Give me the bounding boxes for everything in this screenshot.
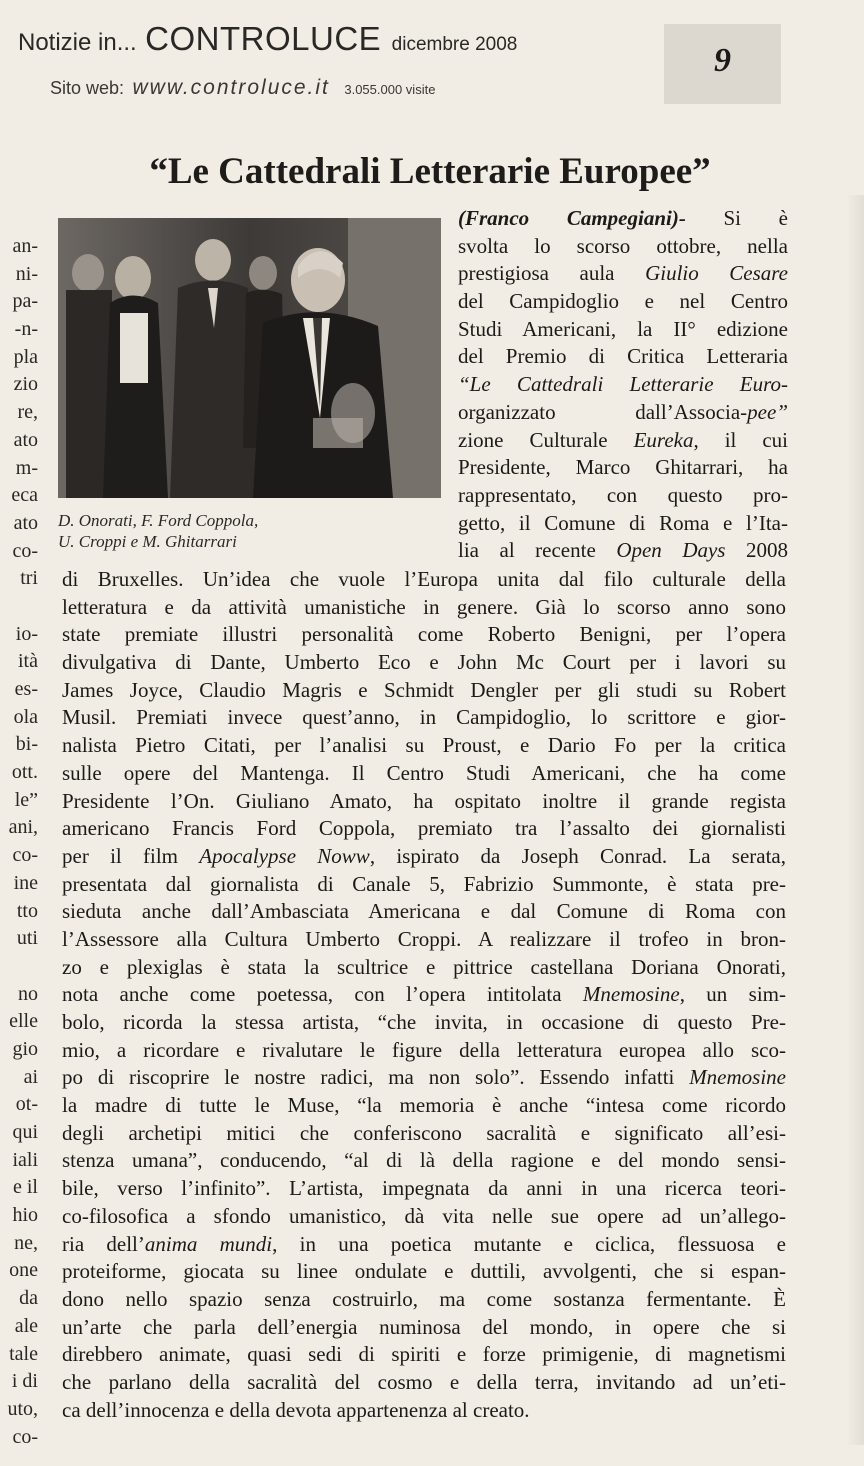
text-segment: mio, a ricordare e rivalutare le figure della letteratura europea allo sco- xyxy=(62,1037,786,1062)
fragment-line: hio xyxy=(12,1204,38,1227)
fragment-line: ine xyxy=(13,871,38,894)
text-line xyxy=(62,1147,786,1175)
site-label: Sito web: xyxy=(50,78,125,98)
text-line xyxy=(62,1286,786,1314)
text-line xyxy=(62,621,786,649)
fragment-line: tale xyxy=(9,1342,38,1365)
fragment-line: no xyxy=(18,982,38,1005)
fragment-line: io- xyxy=(15,622,38,645)
fragment-line: qui xyxy=(12,1121,38,1143)
italic-text: pee” xyxy=(747,399,788,424)
text-segment: di Bruxelles. Un’idea che vuole l’Europa unita dal filo culturale della xyxy=(62,567,786,591)
fragment-line: ola xyxy=(13,705,38,728)
text-segment: prestigiosa aula xyxy=(458,261,646,286)
fragment-line: pla xyxy=(13,345,38,368)
page-edge-shadow xyxy=(846,195,864,1445)
text-line xyxy=(62,1314,786,1342)
italic-text: Mnemosine xyxy=(689,1065,786,1090)
bleed-through-text xyxy=(670,130,860,146)
fragment-line: es- xyxy=(14,678,38,700)
text-line xyxy=(458,427,788,455)
fragment-line: ani, xyxy=(8,816,38,839)
fragment-line xyxy=(0,953,38,981)
text-segment: presentata dal giornalista di Canale 5, Fabrizio Summonte, è stata pre- xyxy=(62,871,786,896)
text-segment: Presidente l’On. Giuliano Amato, ha ospitato inoltre il grande regista xyxy=(62,788,786,813)
fragment-line: da xyxy=(19,1287,38,1310)
fragment-line: ità xyxy=(18,650,38,673)
text-line xyxy=(458,260,788,288)
fragment-line: le” xyxy=(14,788,38,811)
text-segment: po di riscoprire le nostre radici, ma non solo”. Essendo infatti xyxy=(62,1065,690,1090)
fragment-line: tri xyxy=(20,567,38,590)
fragment-line: co- xyxy=(12,539,38,562)
page-number: 9 xyxy=(714,42,731,79)
fragment-line: co- xyxy=(12,844,38,867)
text-line xyxy=(62,926,786,954)
text-segment: dono nello spazio senza costruirlo, ma come sostanza fermentante. È xyxy=(62,1286,786,1311)
text-line xyxy=(458,205,788,233)
text-segment: sieduta anche dall’Ambasciata Americana e dal Comune di Roma con xyxy=(62,899,786,924)
article-title: “Le Cattedrali Letterarie Europee” xyxy=(149,151,711,192)
text-segment: zo e plexiglas è stata la scultrice e pittrice castellana Doriana Onorati, xyxy=(62,954,786,979)
text-line xyxy=(62,1092,786,1120)
text-segment: getto, il Comune di Roma e l’Ita- xyxy=(458,510,788,535)
fragment-line: re, xyxy=(17,401,38,424)
text-segment: state premiate illustri personalità come Roberto Benigni, per l’opera xyxy=(62,622,786,647)
text-segment: Studi Americani, la II° edizione xyxy=(458,316,788,341)
fragment-line: ott. xyxy=(11,761,38,784)
italic-text: Apocalypse Noww xyxy=(199,843,370,868)
masthead xyxy=(18,20,578,110)
text-segment: nota anche come poetessa, con l’opera intitolata xyxy=(62,982,583,1007)
photo-illustration xyxy=(58,218,441,498)
text-line xyxy=(62,1369,786,1397)
adjacent-column-fragments xyxy=(0,233,38,1451)
italic-text: Open Days xyxy=(616,538,726,563)
fragment-line: ai xyxy=(23,1065,38,1088)
text-line xyxy=(62,704,786,732)
text-segment: zione Culturale xyxy=(458,427,634,452)
fragment-line: uti xyxy=(16,927,38,950)
text-segment: Presidente, Marco Ghitarrari, ha xyxy=(458,455,788,480)
caption-line: U. Croppi e M. Ghitarrari xyxy=(58,532,237,551)
masthead-title-line xyxy=(18,20,517,58)
text-line xyxy=(62,1120,786,1148)
visit-count: 3.055.000 visite xyxy=(344,82,436,97)
text-line xyxy=(458,510,788,538)
text-segment: stenza umana”, conducendo, “al di là della ragione e del mondo sensi- xyxy=(62,1148,786,1173)
text-segment: direbbero animate, quasi sedi di spiriti e forze primigenie, di magnetismi xyxy=(62,1342,786,1367)
text-segment: , ispirato da Joseph Conrad. La serata, xyxy=(369,843,786,868)
author-name: (Franco Campegiani)- xyxy=(458,206,686,230)
fragment-line: ne, xyxy=(14,1231,38,1254)
text-line xyxy=(62,1175,786,1203)
fragment-line: iali xyxy=(12,1148,38,1171)
fragment-line: zio xyxy=(13,373,38,396)
text-line xyxy=(62,1341,786,1369)
text-segment: letteratura e da attività umanistiche in genere. Già lo scorso anno sono xyxy=(62,594,786,619)
text-segment: organizzato dall’Associa- xyxy=(458,399,748,424)
text-segment: l’Assessore alla Cultura Umberto Croppi. A realizzare il trofeo in bron- xyxy=(62,926,786,951)
text-segment: per il film xyxy=(62,843,200,868)
italic-text: Giulio Cesare xyxy=(645,261,788,286)
fragment-line: ni- xyxy=(15,262,38,285)
text-segment: James Joyce, Claudio Magris e Schmidt Dengler per gli studi su Robert xyxy=(62,677,786,702)
text-line xyxy=(458,316,788,344)
page-number-box xyxy=(664,24,781,104)
text-segment: un’arte che parla dell’energia numinosa del mondo, in opere che si xyxy=(62,1314,786,1339)
text-line xyxy=(62,1064,786,1092)
text-line xyxy=(62,566,786,594)
article-photo xyxy=(58,218,441,498)
text-line xyxy=(62,1037,786,1065)
text-line xyxy=(62,981,786,1009)
fragment-line: m- xyxy=(15,456,38,479)
fragment-line: uto, xyxy=(7,1397,38,1420)
text-segment: co-filosofica a sfondo umanistico, dà vita nelle sue opere ad un’allego- xyxy=(62,1203,786,1228)
fragment-line: eca xyxy=(11,484,38,507)
text-line xyxy=(458,454,788,482)
site-url[interactable]: www.controluce.it xyxy=(132,76,330,99)
article-body xyxy=(62,566,786,1424)
fragment-line xyxy=(0,593,38,621)
text-segment: Musil. Premiati invece quest’anno, in Campidoglio, lo scrittore e gior- xyxy=(62,705,786,730)
photo-caption xyxy=(58,510,438,552)
text-segment: bolo, ricorda la stessa artista, “che invita, in occasione di questo Pre- xyxy=(62,1010,786,1034)
text-line xyxy=(62,760,786,788)
text-line xyxy=(458,371,788,399)
text-line xyxy=(458,537,788,565)
fragment-line: -n- xyxy=(14,318,38,341)
fragment-line: pa- xyxy=(12,290,38,313)
text-line xyxy=(62,1397,786,1425)
text-segment: ca dell’innocenza e della devota appartenenza al creato. xyxy=(62,1397,530,1422)
masthead-date: dicembre 2008 xyxy=(391,34,518,55)
italic-text: Eureka xyxy=(633,427,694,452)
text-line xyxy=(458,399,788,427)
text-line xyxy=(458,482,788,510)
text-segment: Si è xyxy=(685,206,789,230)
text-segment: ria dell’ xyxy=(62,1231,145,1256)
text-segment: del Premio di Critica Letteraria xyxy=(458,344,788,369)
fragment-line: ato xyxy=(13,428,38,451)
text-line xyxy=(62,1203,786,1231)
italic-text: anima mundi xyxy=(144,1231,273,1256)
text-segment: , in una poetica mutante e ciclica, flessuosa e xyxy=(272,1231,786,1256)
fragment-line: i di xyxy=(11,1370,38,1393)
text-segment: proteiforme, giocata su linee ondulate e duttili, avvolgenti, che si espan- xyxy=(62,1259,786,1284)
masthead-prefix: Notizie in... xyxy=(18,29,137,56)
text-line xyxy=(458,288,788,316)
text-segment: degli archetipi mitici che conferiscono sacralità e significato all’esi- xyxy=(62,1120,786,1145)
text-line xyxy=(62,594,786,622)
text-line xyxy=(458,343,788,371)
masthead-site-line xyxy=(50,76,435,100)
text-segment: la madre di tutte le Muse, “la memoria è anche “intesa come ricordo xyxy=(62,1093,786,1118)
text-line xyxy=(62,788,786,816)
text-segment: nalista Pietro Citati, per l’analisi su Proust, e Dario Fo per la critica xyxy=(62,733,786,758)
text-line xyxy=(62,677,786,705)
italic-text: “Le Cattedrali Letterarie Euro- xyxy=(458,372,788,397)
text-line xyxy=(62,815,786,843)
text-line xyxy=(62,843,786,871)
fragment-line: tto xyxy=(16,899,38,922)
text-line xyxy=(62,649,786,677)
caption-line: D. Onorati, F. Ford Coppola, xyxy=(58,511,259,530)
fragment-line: elle xyxy=(9,1010,38,1033)
text-line xyxy=(458,233,788,261)
text-segment: bile, verso l’infinito”. L’artista, impegnata da anni in una ricerca teori- xyxy=(62,1176,786,1201)
text-segment: divulgativa di Dante, Umberto Eco e John Mc Court per i lavori su xyxy=(62,650,786,675)
fragment-line: one xyxy=(9,1259,38,1282)
italic-text: Mnemosine xyxy=(582,982,680,1007)
text-segment: rappresentato, con questo pro- xyxy=(458,482,788,507)
text-segment: , un sim- xyxy=(679,982,786,1007)
text-segment: del Campidoglio e nel Centro xyxy=(458,289,788,314)
text-line xyxy=(62,898,786,926)
text-segment: 2008 xyxy=(725,538,788,563)
fragment-line: co- xyxy=(12,1425,38,1448)
text-segment: sulle opere del Mantenga. Il Centro Studi Americani, che ha come xyxy=(62,760,786,785)
fragment-line: ale xyxy=(14,1314,38,1337)
text-segment: che parlano della sacralità del cosmo e della terra, invitando ad un’eti- xyxy=(62,1369,786,1394)
fragment-line: bi- xyxy=(15,733,38,756)
text-segment: svolta lo scorso ottobre, nella xyxy=(458,233,788,258)
text-segment: lia al recente xyxy=(458,538,617,563)
text-line xyxy=(62,954,786,982)
fragment-line: e il xyxy=(13,1176,38,1199)
text-segment: , il cui xyxy=(693,427,789,452)
fragment-line: an- xyxy=(12,235,38,257)
text-line xyxy=(62,1009,786,1037)
fragment-line: gio xyxy=(12,1037,38,1060)
text-line xyxy=(62,871,786,899)
text-segment: americano Francis Ford Coppola, premiato tra l’assalto dei giornalisti xyxy=(62,816,786,841)
fragment-line: ot- xyxy=(15,1093,38,1116)
text-line xyxy=(62,1258,786,1286)
fragment-line: ato xyxy=(13,511,38,534)
text-line xyxy=(62,732,786,760)
masthead-brand: CONTROLUCE xyxy=(145,20,382,57)
article-right-column xyxy=(458,205,788,565)
text-line xyxy=(62,1231,786,1259)
